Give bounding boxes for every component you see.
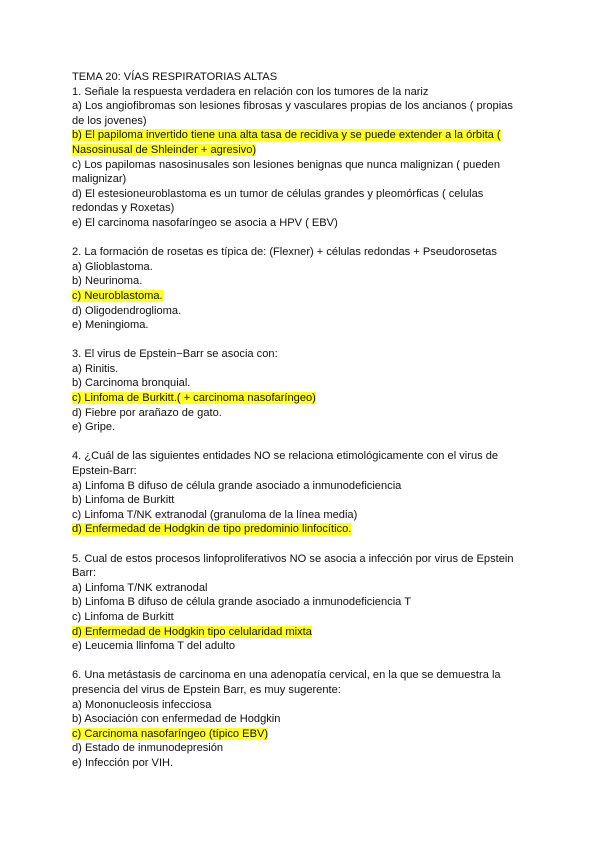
option-text: a) Linfoma B difuso de célula grande asociado a inmunodeficiencia [72, 479, 402, 492]
question-stem: 6. Una metástasis de carcinoma en una adenopatía cervical, en la que se demuestra la [72, 669, 501, 682]
question-block [72, 347, 540, 435]
answer-option-highlighted [72, 727, 540, 742]
option-text: c) Linfoma de Burkitt [72, 610, 174, 623]
answer-option [72, 581, 540, 596]
answer-option-highlighted [72, 128, 540, 143]
answer-option [72, 362, 540, 377]
question-block [72, 85, 540, 231]
option-text: a) Linfoma T/NK extranodal [72, 581, 208, 594]
option-text: d) Oligodendroglioma. [72, 304, 182, 317]
option-text: c) Linfoma de Burkitt.( + carcinoma nasofaríngeo) [72, 392, 316, 405]
question-stem: presencia del virus de Epstein Barr, es muy sugerente: [72, 683, 341, 696]
question-spacer [72, 333, 540, 348]
answer-option [72, 172, 540, 187]
answer-option [72, 376, 540, 391]
answer-option-highlighted [72, 522, 540, 537]
option-text: a) Mononucleosis infecciosa [72, 698, 212, 711]
answer-option [72, 493, 540, 508]
answer-option [72, 114, 540, 129]
question-stem: 4. ¿Cuál de las siguientes entidades NO se relaciona etimológicamente con el virus de [72, 450, 499, 463]
answer-option [72, 201, 540, 216]
answer-option [72, 187, 540, 202]
option-text: d) Enfermedad de Hodgkin tipo celularidad mixta [72, 625, 312, 638]
answer-option [72, 639, 540, 654]
question-spacer [72, 231, 540, 246]
option-text: e) Infección por VIH. [72, 756, 174, 769]
document-title: TEMA 20: VÍAS RESPIRATORIAS ALTAS [72, 71, 278, 83]
answer-option [72, 420, 540, 435]
question-stem: 5. Cual de estos procesos linfoproliferativos NO se asocia a infección por virus de Epstein [72, 552, 514, 565]
answer-option [72, 610, 540, 625]
question-spacer [72, 654, 540, 669]
option-text: malignizar) [72, 173, 127, 186]
option-text: b) Carcinoma bronquial. [72, 377, 191, 390]
answer-option-highlighted [72, 143, 540, 158]
answer-option [72, 99, 540, 114]
option-text: c) Neuroblastoma. [72, 289, 163, 302]
answer-option [72, 158, 540, 173]
question-stem: 3. El virus de Epstein−Barr se asocia con: [72, 348, 278, 361]
question-stem: 1. Señale la respuesta verdadera en relación con los tumores de la nariz [72, 85, 429, 98]
question-list [72, 85, 540, 771]
answer-option-highlighted [72, 625, 540, 640]
answer-option [72, 508, 540, 523]
answer-option [72, 479, 540, 494]
option-text: c) Linfoma T/NK extranodal (granuloma de la línea media) [72, 508, 358, 521]
option-text: e) Leucemia llinfoma T del adulto [72, 640, 236, 653]
question-spacer [72, 435, 540, 450]
answer-option [72, 406, 540, 421]
answer-option [72, 216, 540, 231]
answer-option [72, 712, 540, 727]
answer-option [72, 304, 540, 319]
option-text: a) Los angiofibromas son lesiones fibrosas y vasculares propias de los ancianos ( propias [72, 100, 513, 113]
answer-option-highlighted [72, 391, 540, 406]
option-text: d) Enfermedad de Hodgkin de tipo predominio linfocítico. [72, 523, 352, 536]
option-text: c) Los papilomas nasosinusales son lesiones benignas que nunca malignizan ( pueden [72, 158, 501, 171]
question-block [72, 552, 540, 654]
option-text: e) Gripe. [72, 421, 116, 434]
question-block [72, 245, 540, 333]
option-text: e) Meningioma. [72, 319, 149, 332]
question-stem: Barr: [72, 567, 97, 580]
answer-option-highlighted [72, 289, 540, 304]
question-block [72, 668, 540, 770]
option-text: Nasosinusal de Shleinder + agresivo) [72, 143, 257, 156]
option-text: d) Fiebre por arañazo de gato. [72, 406, 222, 419]
option-text: b) El papiloma invertido tiene una alta tasa de recidiva y se puede extender a la órbita ( [72, 129, 501, 142]
option-text: b) Linfoma de Burkitt [72, 494, 175, 507]
answer-option [72, 274, 540, 289]
answer-option [72, 756, 540, 771]
option-text: a) Glioblastoma. [72, 260, 153, 273]
question-block [72, 449, 540, 537]
answer-option [72, 741, 540, 756]
option-text: b) Linfoma B difuso de célula grande asociado a inmunodeficiencia T [72, 596, 411, 609]
option-text: b) Asociación con enfermedad de Hodgkin [72, 713, 281, 726]
answer-option [72, 260, 540, 275]
option-text: redondas y Roxetas) [72, 202, 175, 215]
question-stem: Epstein-Barr: [72, 465, 137, 478]
option-text: a) Rinitis. [72, 362, 119, 375]
option-text: d) Estado de inmunodepresión [72, 742, 224, 755]
option-text: d) El estesioneuroblastoma es un tumor de células grandes y pleomórficas ( celulas [72, 187, 484, 200]
option-text: b) Neurinoma. [72, 275, 143, 288]
answer-option [72, 698, 540, 713]
answer-option [72, 595, 540, 610]
option-text: c) Carcinoma nasofaríngeo (típico EBV) [72, 727, 269, 740]
question-spacer [72, 537, 540, 552]
option-text: de los jovenes) [72, 114, 147, 127]
answer-option [72, 318, 540, 333]
option-text: e) El carcinoma nasofaríngeo se asocia a HPV ( EBV) [72, 216, 338, 229]
question-stem: 2. La formación de rosetas es típica de: (Flexner) + células redondas + Pseudorosetas [72, 246, 497, 259]
